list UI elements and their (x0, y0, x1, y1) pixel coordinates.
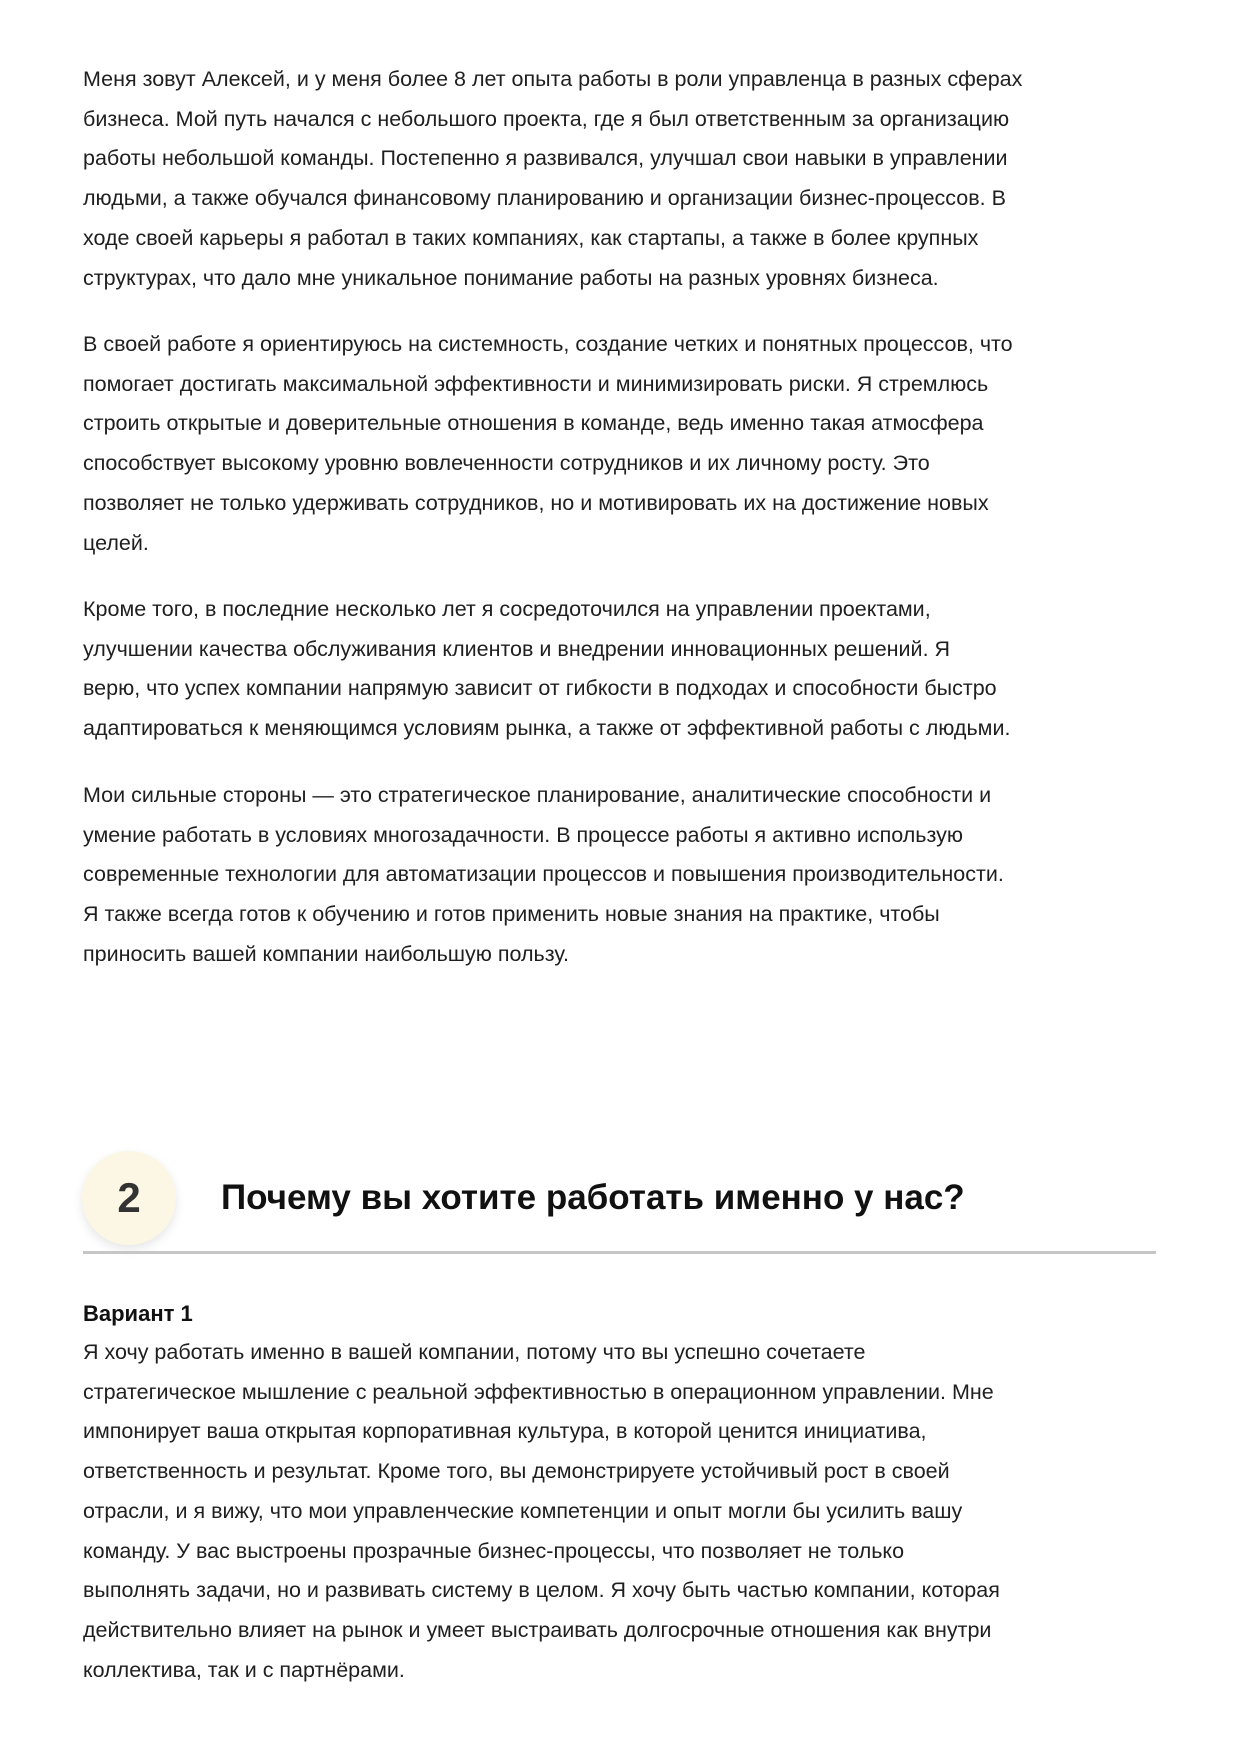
text-line: позволяет не только удерживать сотрудников, но и мотивировать их на достижение новых (83, 490, 989, 515)
text-line: улучшении качества обслуживания клиентов и внедрении инновационных решений. Я (83, 636, 951, 661)
text-line: помогает достигать максимальной эффективности и минимизировать риски. Я стремлюсь (83, 371, 989, 396)
text-line: выполнять задачи, но и развивать систему в целом. Я хочу быть частью компании, которая (83, 1578, 1000, 1603)
text-line: Кроме того, в последние несколько лет я сосредоточился на управлении проектами, (83, 597, 931, 621)
section-number-badge: 2 (82, 1151, 176, 1245)
text-line: работы небольшой команды. Постепенно я развивался, улучшал свои навыки в управлении (83, 146, 1008, 171)
variant-paragraph (83, 1333, 1163, 1690)
text-line: бизнеса. Мой путь начался с небольшого проекта, где я был ответственным за организацию (83, 106, 1010, 131)
text-line: современные технологии для автоматизации процессов и повышения производительности. (83, 862, 1004, 887)
text-line: отрасли, и я вижу, что мои управленческие компетенции и опыт могли бы усилить вашу (83, 1498, 963, 1523)
text-line: Меня зовут Алексей, и у меня более 8 лет опыта работы в роли управленца в разных сферах (83, 67, 1023, 91)
text-line: строить открытые и доверительные отношения в команде, ведь именно такая атмосфера (83, 411, 984, 436)
section-title: Почему вы хотите работать именно у нас? (221, 1178, 965, 1217)
text-line: целей. (83, 530, 149, 555)
text-line: стратегическое мышление с реальной эффективностью в операционном управлении. Мне (83, 1379, 994, 1404)
text-line: ответственность и результат. Кроме того, вы демонстрируете устойчивый рост в своей (83, 1459, 950, 1484)
text-line: людьми, а также обучался финансовому планированию и организации бизнес-процессов. В (83, 186, 1006, 211)
text-line: В своей работе я ориентируюсь на системность, создание четких и понятных процессов, что (83, 332, 1013, 356)
text-line: импонирует ваша открытая корпоративная культура, в которой ценится инициатива, (83, 1419, 927, 1444)
text-line: приносить вашей компании наибольшую пользу. (83, 941, 569, 966)
intro-paragraph (83, 60, 1163, 298)
text-line: Я также всегда готов к обучению и готов применить новые знания на практике, чтобы (83, 902, 940, 927)
text-line: способствует высокому уровню вовлеченности сотрудников и их личному росту. Это (83, 451, 930, 476)
intro-paragraph (83, 590, 1163, 749)
intro-paragraph (83, 325, 1163, 563)
text-line: адаптироваться к меняющимся условиям рынка, а также от эффективной работы с людьми. (83, 716, 1011, 741)
text-line: действительно влияет на рынок и умеет выстраивать долгосрочные отношения как внутри (83, 1617, 992, 1642)
section-divider (83, 1251, 1156, 1254)
intro-paragraph (83, 776, 1163, 975)
text-line: умение работать в условиях многозадачности. В процессе работы я активно использую (83, 822, 963, 847)
variant-label: Вариант 1 (83, 1301, 193, 1326)
text-line: структурах, что дало мне уникальное понимание работы на разных уровнях бизнеса. (83, 265, 939, 290)
text-line: верю, что успех компании напрямую зависит от гибкости в подходах и способности быстро (83, 676, 997, 701)
text-line: ходе своей карьеры я работал в таких компаниях, как стартапы, а также в более крупных (83, 225, 979, 250)
text-line: Мои сильные стороны — это стратегическое планирование, аналитические способности и (83, 783, 992, 807)
text-line: коллектива, так и с партнёрами. (83, 1657, 405, 1682)
text-line: команду. У вас выстроены прозрачные бизнес-процессы, что позволяет не только (83, 1538, 905, 1563)
text-line: Я хочу работать именно в вашей компании, потому что вы успешно сочетаете (83, 1340, 866, 1364)
